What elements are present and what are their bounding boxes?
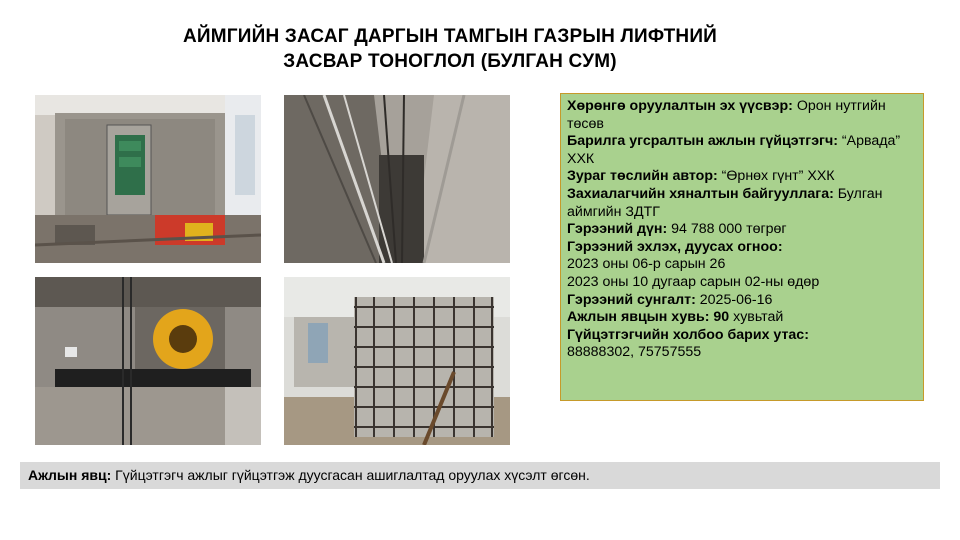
extension-row	[567, 292, 917, 310]
end-date: 2023 оны 10 дугаар сарын 02-ны өдөр	[567, 273, 820, 290]
designer-row	[567, 168, 917, 186]
contractor-value: “Арвада” ХХК	[567, 133, 901, 167]
progress-number: 90	[713, 309, 730, 326]
phone-row	[567, 327, 917, 345]
rebar-cage-photo	[284, 277, 510, 445]
phone-label: Гүйцэтгэгчийн холбоо барих утас:	[567, 326, 809, 343]
status-text: Гүйцэтгэгч ажлыг гүйцэтгэж дуусгасан ашиглалтад оруулах хүсэлт өгсөн.	[115, 467, 590, 483]
contract-amount-value: 94 788 000 төгрөг	[671, 221, 787, 238]
contract-amount-label: Гэрээний дүн:	[567, 221, 668, 238]
supervisor-row	[567, 186, 917, 221]
funding-value: Орон нутгийн төсөв	[567, 98, 886, 132]
contractor-label: Барилга угсралтын ажлын гүйцэтгэгч:	[567, 133, 838, 150]
phone-value: 88888302, 75757555	[567, 344, 702, 361]
title-line-1: АЙМГИЙН ЗАСАГ ДАРГЫН ТАМГЫН ГАЗРЫН ЛИФТНИЙ	[182, 26, 718, 47]
funding-label: Хөрөнгө оруулалтын эх үүсвэр:	[567, 98, 793, 114]
supervisor-value: Булган аймгийн ЗДТГ	[567, 185, 883, 220]
title-line-2: ЗАСВАР ТОНОГЛОЛ (БУЛГАН СУМ)	[283, 51, 617, 72]
page-title	[120, 24, 780, 74]
funding-row	[567, 98, 917, 133]
extension-label: Гэрээний сунгалт:	[567, 291, 696, 308]
elevator-motor-photo	[35, 277, 261, 445]
progress-unit: хувьтай	[733, 309, 784, 326]
contractor-row	[567, 133, 917, 168]
dates-row	[567, 239, 917, 257]
extension-value: 2025-06-16	[699, 291, 773, 308]
work-status-bar	[20, 462, 940, 489]
dates-label: Гэрээний эхлэх, дуусах огноо:	[567, 238, 783, 255]
supervisor-label: Захиалагчийн хяналтын байгууллага:	[567, 185, 834, 202]
progress-label: Ажлын явцын хувь:	[567, 309, 710, 326]
status-label: Ажлын явц:	[28, 467, 112, 483]
elevator-machine-room-photo	[35, 95, 261, 263]
designer-value: “Өрнөх гүнт” ХХК	[721, 168, 835, 185]
elevator-shaft-photo	[284, 95, 510, 263]
progress-row	[567, 309, 917, 327]
contract-amount-row	[567, 221, 917, 239]
project-info-panel	[560, 93, 924, 401]
designer-label: Зураг төслийн автор:	[567, 168, 718, 185]
start-date: 2023 оны 06-р сарын 26	[567, 256, 726, 273]
